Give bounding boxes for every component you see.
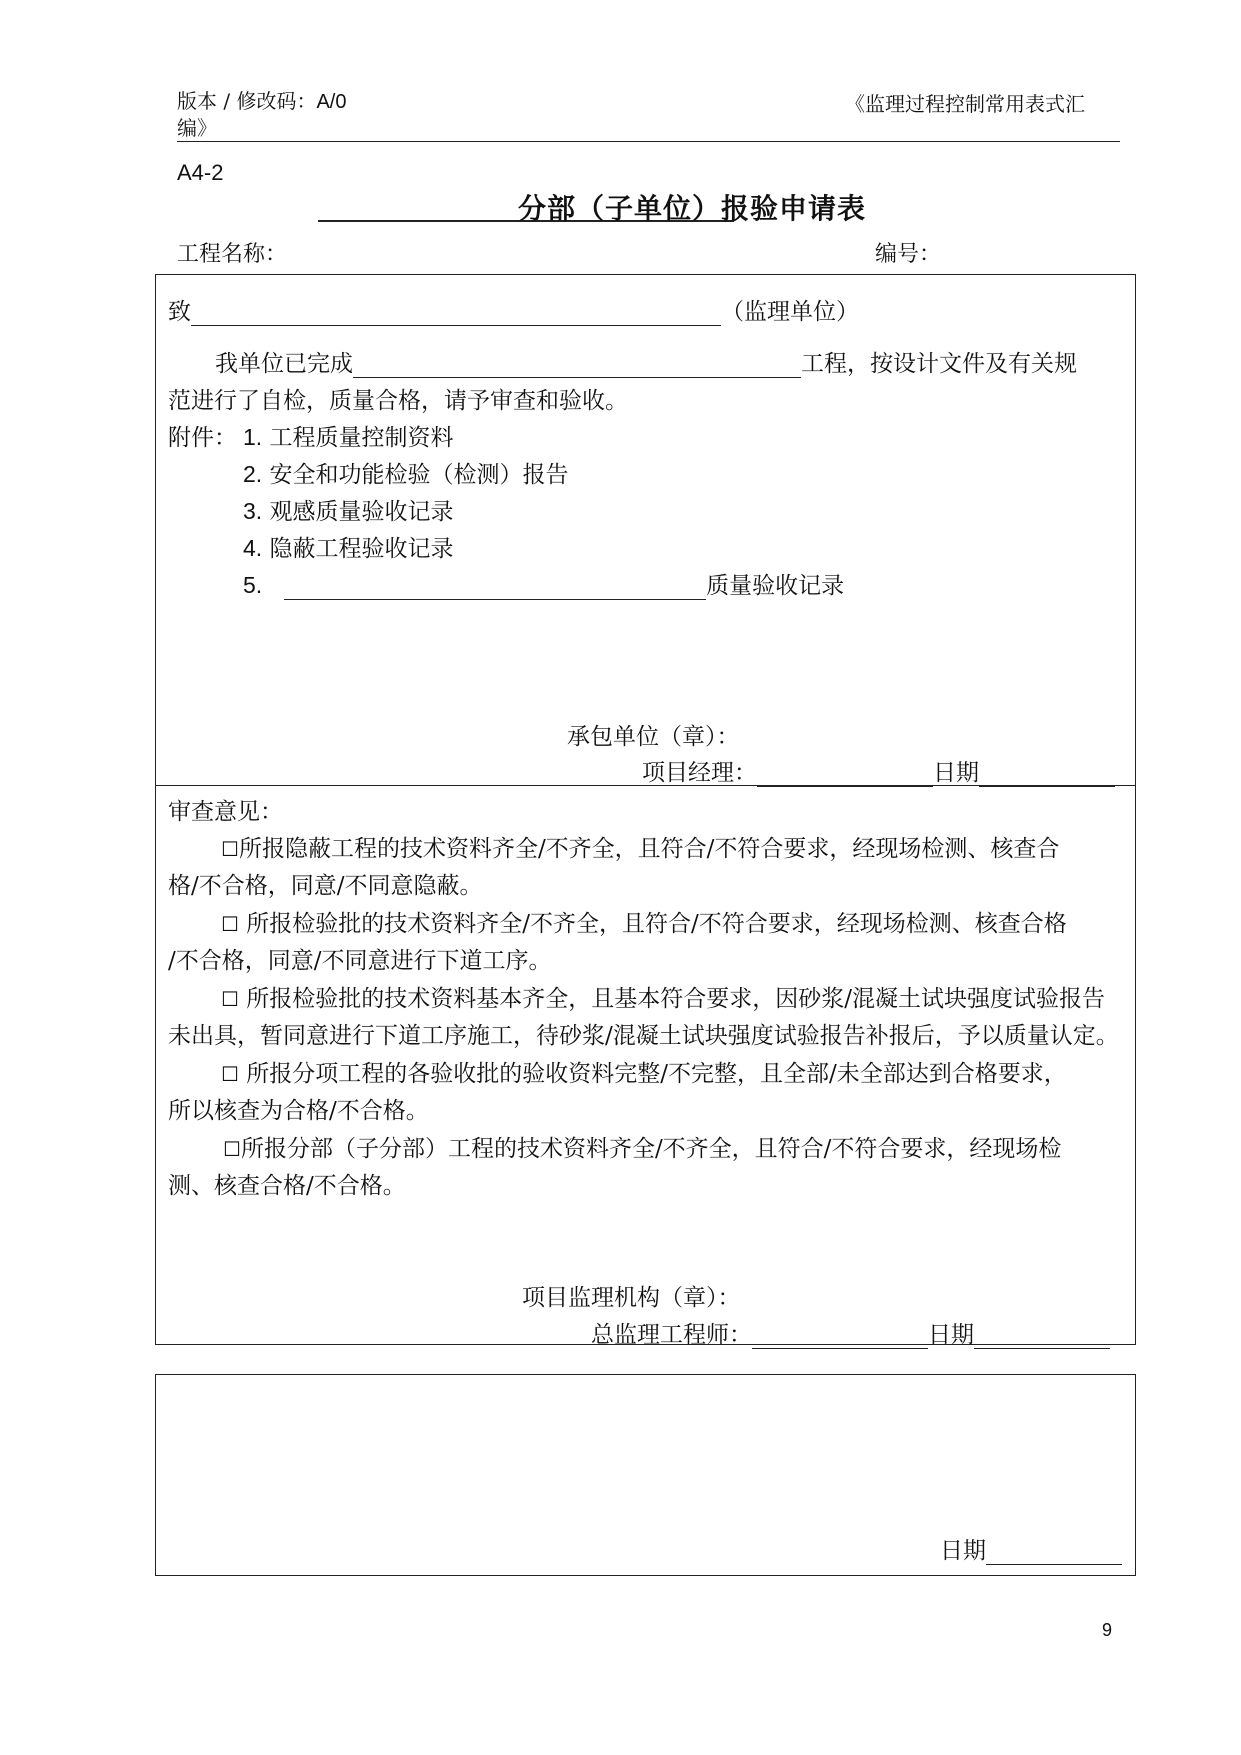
review-option-text: 所报隐蔽工程的技术资料齐全/不齐全，且符合/不符合要求，经现场检测、核查合 bbox=[238, 836, 1060, 862]
version-code: A/0 bbox=[316, 91, 347, 113]
attachment-text: 质量验收记录 bbox=[706, 573, 845, 599]
attachment-num: 2. bbox=[243, 461, 263, 487]
to-label: 致 bbox=[168, 299, 191, 325]
review-option-5 bbox=[223, 1130, 1061, 1163]
attachments-label: 附件： bbox=[168, 425, 237, 451]
contractor-seal: 承包单位（章）： bbox=[567, 724, 740, 750]
attachment-item-1 bbox=[243, 419, 454, 452]
collection-title: 《监理过程控制常用表式汇 bbox=[845, 92, 1085, 116]
attachment-item-2 bbox=[243, 456, 569, 489]
header-divider bbox=[177, 141, 1120, 142]
date-field[interactable] bbox=[979, 760, 1115, 787]
attachment-text: 工程质量控制资料 bbox=[269, 425, 454, 451]
to-line bbox=[168, 293, 859, 326]
header-version bbox=[177, 88, 346, 141]
quality-record-field[interactable] bbox=[284, 573, 706, 600]
chief-signature-field[interactable] bbox=[752, 1322, 928, 1349]
review-option-3 bbox=[221, 980, 1105, 1013]
attachment-num: 3. bbox=[243, 498, 263, 524]
review-option-text: 所报分部（子分部）工程的技术资料齐全/不齐全，且符合/不符合要求，经现场检 bbox=[240, 1136, 1062, 1162]
attachment-text: 观感质量验收记录 bbox=[269, 499, 454, 525]
chief-line bbox=[591, 1316, 1110, 1349]
version-label: 版本 / 修改码： bbox=[177, 89, 317, 113]
completed-work-field[interactable] bbox=[353, 351, 801, 378]
attachment-item-4 bbox=[243, 530, 454, 563]
date-field[interactable] bbox=[986, 1538, 1122, 1565]
to-suffix: （监理单位） bbox=[721, 299, 859, 325]
attachment-num: 1. bbox=[243, 424, 263, 450]
statement-line bbox=[215, 345, 1077, 378]
chief-label: 总监理工程师： bbox=[591, 1322, 752, 1348]
review-label: 审查意见： bbox=[168, 799, 283, 825]
form-code: A4-2 bbox=[177, 160, 224, 185]
date-label: 日期 bbox=[933, 760, 979, 786]
date-label: 日期 bbox=[928, 1322, 974, 1348]
attachment-num: 5. bbox=[243, 572, 263, 598]
checkbox[interactable]: ☐ bbox=[221, 987, 239, 1011]
checkbox[interactable]: ☐ bbox=[223, 1137, 241, 1161]
review-option-1 bbox=[221, 830, 1059, 863]
serial-number-label: 编号： bbox=[875, 242, 942, 267]
page-number: 9 bbox=[1102, 1620, 1113, 1640]
page-title: 分部（子单位）报验申请表 bbox=[518, 192, 867, 225]
attachment-item-5 bbox=[243, 567, 844, 600]
statement-suffix: 工程，按设计文件及有关规 bbox=[801, 351, 1077, 377]
collection-title-wrap: 编》 bbox=[177, 116, 217, 140]
pm-signature-field[interactable] bbox=[757, 760, 933, 787]
review-option-1-cont: 格/不合格，同意/不同意隐蔽。 bbox=[168, 873, 483, 899]
review-option-4 bbox=[221, 1055, 1067, 1088]
pm-line bbox=[642, 754, 1115, 787]
attachment-text: 隐蔽工程验收记录 bbox=[269, 536, 454, 562]
statement-continuation: 范进行了自检，质量合格，请予审查和验收。 bbox=[168, 388, 628, 414]
attachment-item-3 bbox=[243, 493, 454, 526]
attachment-num: 4. bbox=[243, 535, 263, 561]
review-option-4-cont: 所以核查为合格/不合格。 bbox=[168, 1098, 429, 1124]
review-option-2 bbox=[221, 905, 1067, 938]
statement-prefix: 我单位已完成 bbox=[215, 351, 353, 377]
bottom-date-line bbox=[940, 1532, 1122, 1565]
checkbox[interactable]: ☐ bbox=[221, 1062, 239, 1086]
org-seal: 项目监理机构（章）： bbox=[522, 1285, 741, 1311]
supervisor-unit-field[interactable] bbox=[191, 299, 721, 326]
attachment-text: 安全和功能检验（检测）报告 bbox=[269, 462, 569, 488]
date-label: 日期 bbox=[940, 1538, 986, 1564]
date-field[interactable] bbox=[974, 1322, 1110, 1349]
review-option-3-cont: 未出具，暂同意进行下道工序施工，待砂浆/混凝土试块强度试验报告补报后，予以质量认定。 bbox=[168, 1023, 1119, 1049]
pm-label: 项目经理： bbox=[642, 760, 757, 786]
checkbox[interactable]: ☐ bbox=[221, 912, 239, 936]
review-option-2-cont: /不合格，同意/不同意进行下道工序。 bbox=[168, 948, 552, 974]
review-option-5-cont: 测、核查合格/不合格。 bbox=[168, 1173, 406, 1199]
checkbox[interactable]: ☐ bbox=[221, 837, 239, 861]
review-option-text: 所报分项工程的各验收批的验收资料完整/不完整，且全部/未全部达到合格要求， bbox=[246, 1061, 1067, 1087]
review-option-text: 所报检验批的技术资料齐全/不齐全，且符合/不符合要求，经现场检测、核查合格 bbox=[246, 911, 1067, 937]
project-name-label: 工程名称： bbox=[177, 242, 288, 267]
review-option-text: 所报检验批的技术资料基本齐全，且基本符合要求，因砂浆/混凝土试块强度试验报告 bbox=[246, 986, 1105, 1012]
